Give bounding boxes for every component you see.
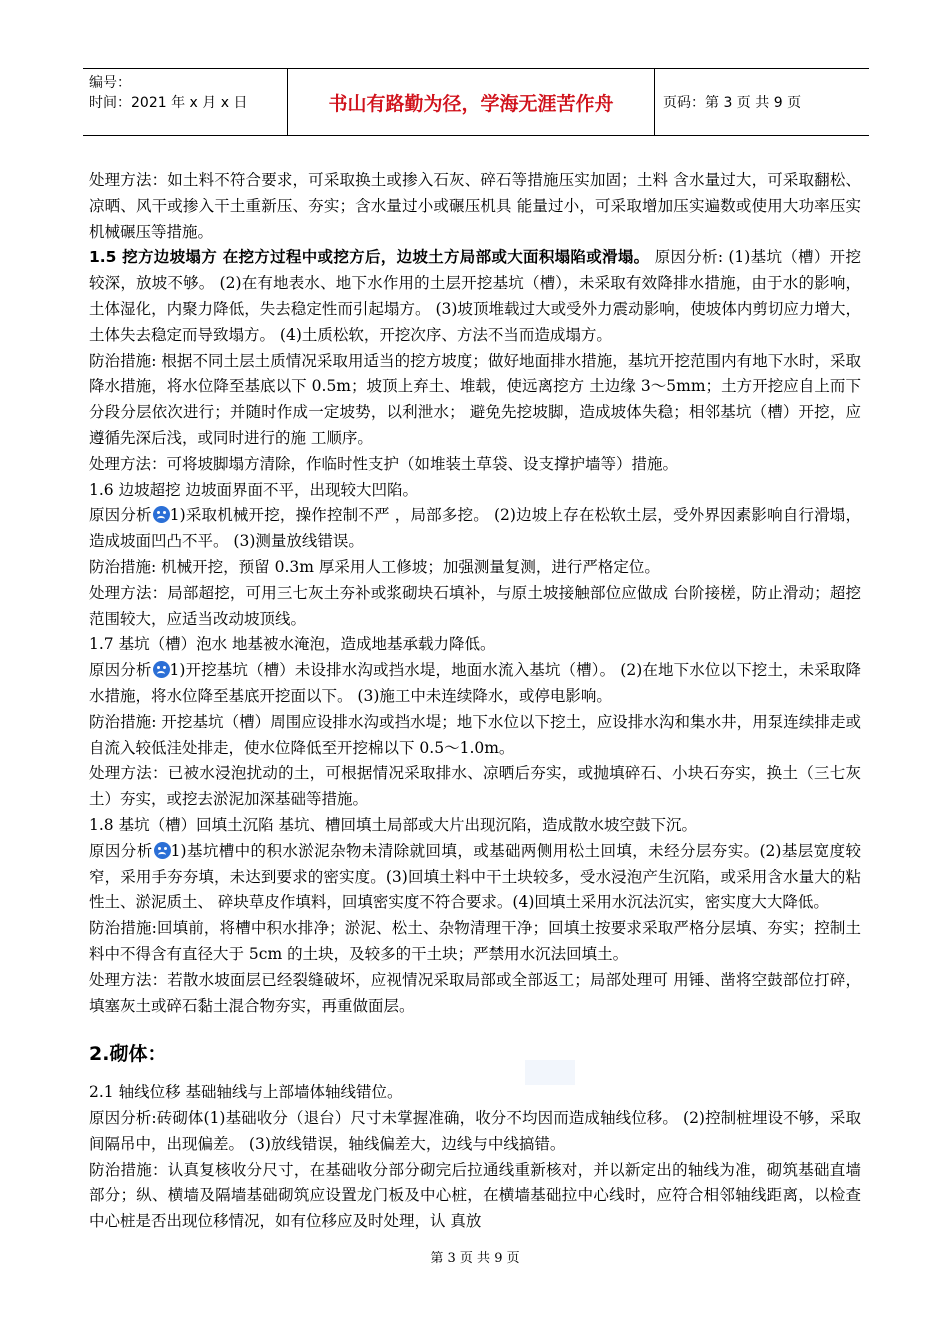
paragraph	[89, 658, 861, 710]
paragraph	[89, 503, 861, 555]
paragraph	[89, 839, 861, 916]
paragraph: 原因分析:砖砌体(1)基础收分（退台）尺寸未掌握准确，收分不均因而造成轴线位移。 (2)控制桩埋设不够，采取间隔吊中，出现偏差。 (3)放线错误，轴线偏差大，边线与中线搞错。	[89, 1109, 861, 1153]
header-meta	[83, 69, 287, 135]
paragraph: 处理方法：局部超挖，可用三七灰土夯补或浆砌块石填补，与原土坡接触部位应做成 台阶接槎，防止滑动；超挖范围较大，应适当改动坡顶线。	[89, 583, 861, 628]
document-body	[89, 168, 861, 1235]
page-header	[83, 68, 869, 136]
paragraph-text: 1)基坑槽中的积水淤泥杂物未清除就回填，或基础两侧用松土回填，未经分层夯实。(2)基层宽度较窄，采用手夯夯填，未达到要求的密实度。(3)回填土料中干土块较多，受水浸泡产生沉陷，或采用含水量大的粘性土、淤泥质土、 碎块草皮作填料，回填密实度不符合要求。(4)回填土采用水沉法沉实，密实度大大降低。	[89, 841, 861, 912]
paragraph	[89, 245, 861, 348]
section-heading: 1.6 边坡超挖 边坡面界面不平，出现较大凹陷。	[89, 480, 419, 499]
chapter-heading: 2.砌体：	[89, 1043, 167, 1066]
section-heading: 1.8 基坑（槽）回填土沉陷 基坑、槽回填土局部或大片出现沉陷，造成散水坡空鼓下沉。	[89, 815, 698, 834]
paragraph: 处理方法：如土料不符合要求，可采取换土或掺入石灰、碎石等措施压实加固；土料 含水量过大，可采取翻松、凉晒、风干或掺入干土重新压、夯实；含水量过小或碾压机具 能量过小，可采取增加压实遍数或使用大功率压实机械碾压等措施。	[89, 171, 861, 241]
paragraph-text: 1)开挖基坑（槽）未设排水沟或挡水堤，地面水流入基坑（槽）。 (2)在地下水位以下挖土，未采取降水措施，将水位降至基底开挖面以下。 (3)施工中未连续降水，或停电影响。	[89, 661, 861, 705]
paragraph-text: 原因分析	[89, 506, 152, 525]
paragraph: 防治措施:回填前，将槽中积水排净；淤泥、松土、杂物清理干净；回填土按要求采取严格分层填、夯实；控制土料中不得含有直径大于 5cm 的土块，及较多的干土块；严禁用水沉法回填土。	[89, 919, 861, 963]
paragraph-text: 1)采取机械开挖，操作控制不严 ，局部多挖。 (2)边坡上存在松软土层，受外界因素影响自行滑塌，造成坡面凹凸不平。 (3)测量放线错误。	[89, 506, 861, 551]
paragraph: 处理方法：已被水浸泡扰动的土，可根据情况采取排水、凉晒后夯实，或抛填碎石、小块石夯实，换土（三七灰土）夯实，或挖去淤泥加深基础等措施。	[89, 764, 861, 809]
section-heading: 1.5 挖方边坡塌方 在挖方过程中或挖方后，边坡土方局部或大面积塌陷或滑塌。	[89, 248, 650, 267]
paragraph-text: 原因分析	[89, 661, 152, 680]
section-heading: 1.7 基坑（槽）泡水 地基被水淹泡，造成地基承载力降低。	[89, 635, 496, 654]
sad-face-icon	[153, 661, 170, 678]
paragraph: 防治措施：认真复核收分尺寸，在基础收分部分砌完后拉通线重新核对，并以新定出的轴线为准，砌筑基础直墙部分；纵、横墙及隔墙基础砌筑应设置龙门板及中心桩，在横墙基础拉中心线时，应符合相邻轴线距离，以检查中心桩是否出现位移情况，如有位移应及时处理，认 真放	[89, 1160, 861, 1231]
paragraph-text: 原因分析: (1)基坑（槽）开挖较深，放坡不够。 (2)在有地表水、地下水作用的土层开挖基坑（槽），未采取有效降排水措施，由于水的影响，土体湿化，内聚力降低，失去稳定性而引起塌方。 (3)坡顶堆载过大或受外力震动影响，使坡体内剪切应力增大，土体失去稳定而导致塌方。 (4)土质松软，开挖次序、方法不当而造成塌方。	[89, 248, 861, 344]
sad-face-icon	[154, 842, 171, 859]
header-page-number: 页码：第 3 页 共 9 页	[663, 95, 802, 111]
time-label: 时间：2021 年 x 月 x 日	[89, 95, 248, 111]
paragraph: 防治措施: 开挖基坑（槽）周围应设排水沟或挡水堤；地下水位以下挖土，应设排水沟和集水井，用泵连续排走或自流入较低洼处排走，使水位降低至开挖棉以下 0.5～1.0m。	[89, 712, 861, 757]
paragraph: 防治措施: 根据不同土层土质情况采取用适当的挖方坡度；做好地面排水措施，基坑开挖范围内有地下水时，采取降水措施，将水位降至基底以下 0.5m；坡顶上弃土、堆载，使远离挖方 土边缘 3～5mm；土方开挖应自上而下分段分层依次进行；并随时作成一定坡势，以利泄水； 避免先挖坡脚，造成坡体失稳；相邻基坑（槽）开挖，应遵循先深后浅，或同时进行的施 工顺序。	[89, 351, 861, 447]
paragraph: 2.1 轴线位移 基础轴线与上部墙体轴线错位。	[89, 1083, 403, 1102]
sad-face-icon	[153, 506, 170, 523]
paragraph: 处理方法：可将坡脚塌方清除，作临时性支护（如堆装土草袋、设支撑护墙等）措施。	[89, 454, 679, 473]
paragraph: 防治措施: 机械开挖，预留 0.3m 厚采用人工修坡；加强测量复测，进行严格定位。	[89, 557, 660, 576]
paragraph-text: 原因分析	[89, 841, 153, 860]
number-label: 编号：	[89, 75, 131, 91]
page-footer: 第 3 页 共 9 页	[430, 1251, 520, 1266]
paragraph: 处理方法：若散水坡面层已经裂缝破坏，应视情况采取局部或全部返工；局部处理可 用锤、凿将空鼓部位打碎，填塞灰土或碎石黏土混合物夯实，再重做面层。	[89, 970, 861, 1015]
header-motto: 书山有路勤为径，学海无涯苦作舟	[287, 69, 655, 135]
